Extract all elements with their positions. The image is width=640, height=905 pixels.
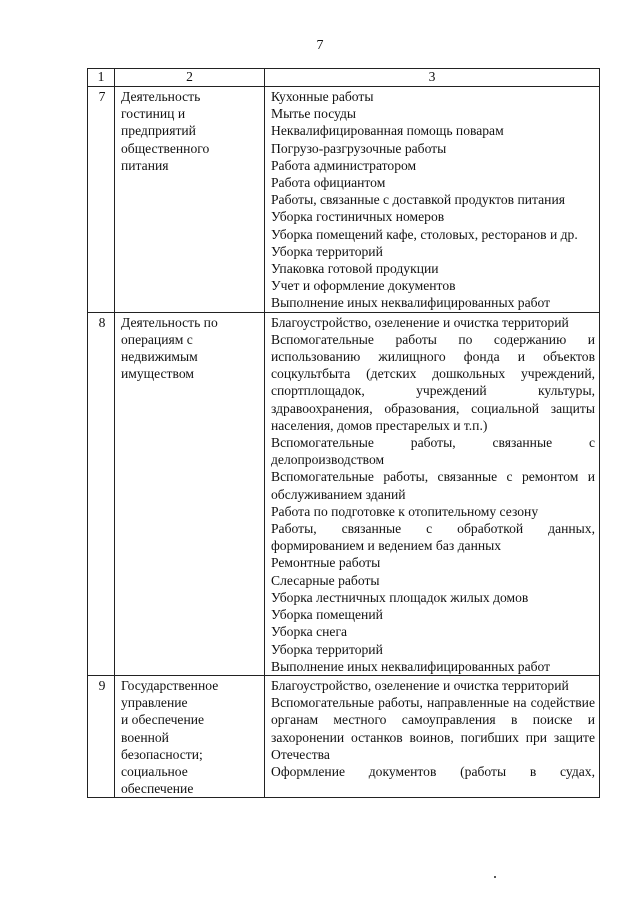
- table-row: [88, 87, 600, 313]
- work-item: Работа по подготовке к отопительному сезону: [271, 503, 539, 519]
- header-cell-3: 3: [265, 69, 600, 87]
- work-item: Ремонтные работы: [271, 555, 381, 571]
- work-item: Вспомогательные работы по содержанию и использованию жилищного фонда и объектов соцкультбыта (детских дошкольных учреждений, спортплощадок, учреждений культуры, здравоохранения, образования, социальной защиты населения, домов престарелых и т.п.): [271, 331, 595, 433]
- work-item: Вспомогательные работы, направленные на содействие органам местного самоуправления в поиске и захоронении останков воинов, погибших при защите Отечества: [271, 695, 595, 762]
- works-list: [265, 87, 600, 313]
- work-item: Вспомогательные работы, связанные с ремонтом и обслуживанием зданий: [271, 469, 595, 502]
- activities-table: [87, 68, 600, 798]
- work-item: Благоустройство, озеленение и очистка территорий: [271, 677, 569, 693]
- works-list: [265, 675, 600, 797]
- work-item: Учет и оформление документов: [271, 278, 456, 294]
- header-cell-1: 1: [88, 69, 115, 87]
- work-item: Уборка помещений: [271, 607, 383, 623]
- table-row: [88, 675, 600, 797]
- work-item: Уборка гостиничных номеров: [271, 209, 445, 225]
- work-item: Работа администратором: [271, 157, 417, 173]
- works-list: [265, 312, 600, 675]
- work-item: Мытье посуды: [271, 106, 357, 122]
- work-item: Вспомогательные работы, связанные с делопроизводством: [271, 435, 595, 468]
- work-item: Благоустройство, озеленение и очистка территорий: [271, 314, 569, 330]
- row-number: 9: [88, 675, 115, 797]
- work-item: Уборка помещений кафе, столовых, ресторанов и др.: [271, 226, 578, 242]
- table-header-row: [88, 69, 600, 87]
- work-item: Работы, связанные с доставкой продуктов питания: [271, 192, 565, 208]
- page-number: 7: [316, 38, 324, 53]
- work-item: Неквалифицированная помощь поварам: [271, 123, 504, 139]
- work-item: Уборка лестничных площадок жилых домов: [271, 589, 529, 605]
- work-item: Погрузо-разгрузочные работы: [271, 140, 447, 156]
- stray-mark: [494, 876, 496, 878]
- work-item: Уборка снега: [271, 624, 348, 640]
- work-item: Работа официантом: [271, 175, 386, 191]
- row-number: 8: [88, 312, 115, 675]
- activity-name: Государственное управление и обеспечение военной безопасности; социальное обеспечение: [115, 675, 265, 797]
- work-item: Уборка территорий: [271, 641, 383, 657]
- work-item: Слесарные работы: [271, 572, 380, 588]
- activity-name: Деятельность гостиниц и предприятий общественного питания: [115, 87, 265, 313]
- table-row: [88, 312, 600, 675]
- work-item: Выполнение иных неквалифицированных работ: [271, 295, 551, 311]
- activity-name: Деятельность по операциям с недвижимым имуществом: [115, 312, 265, 675]
- work-item: Упаковка готовой продукции: [271, 261, 439, 277]
- work-item: Уборка территорий: [271, 243, 383, 259]
- work-item: Работы, связанные с обработкой данных, формированием и ведением баз данных: [271, 521, 595, 554]
- work-item: Оформление документов (работы в судах,: [271, 763, 595, 779]
- work-item: Кухонные работы: [271, 89, 374, 104]
- work-item: Выполнение иных неквалифицированных работ: [271, 658, 551, 674]
- header-cell-2: 2: [115, 69, 265, 87]
- row-number: 7: [88, 87, 115, 313]
